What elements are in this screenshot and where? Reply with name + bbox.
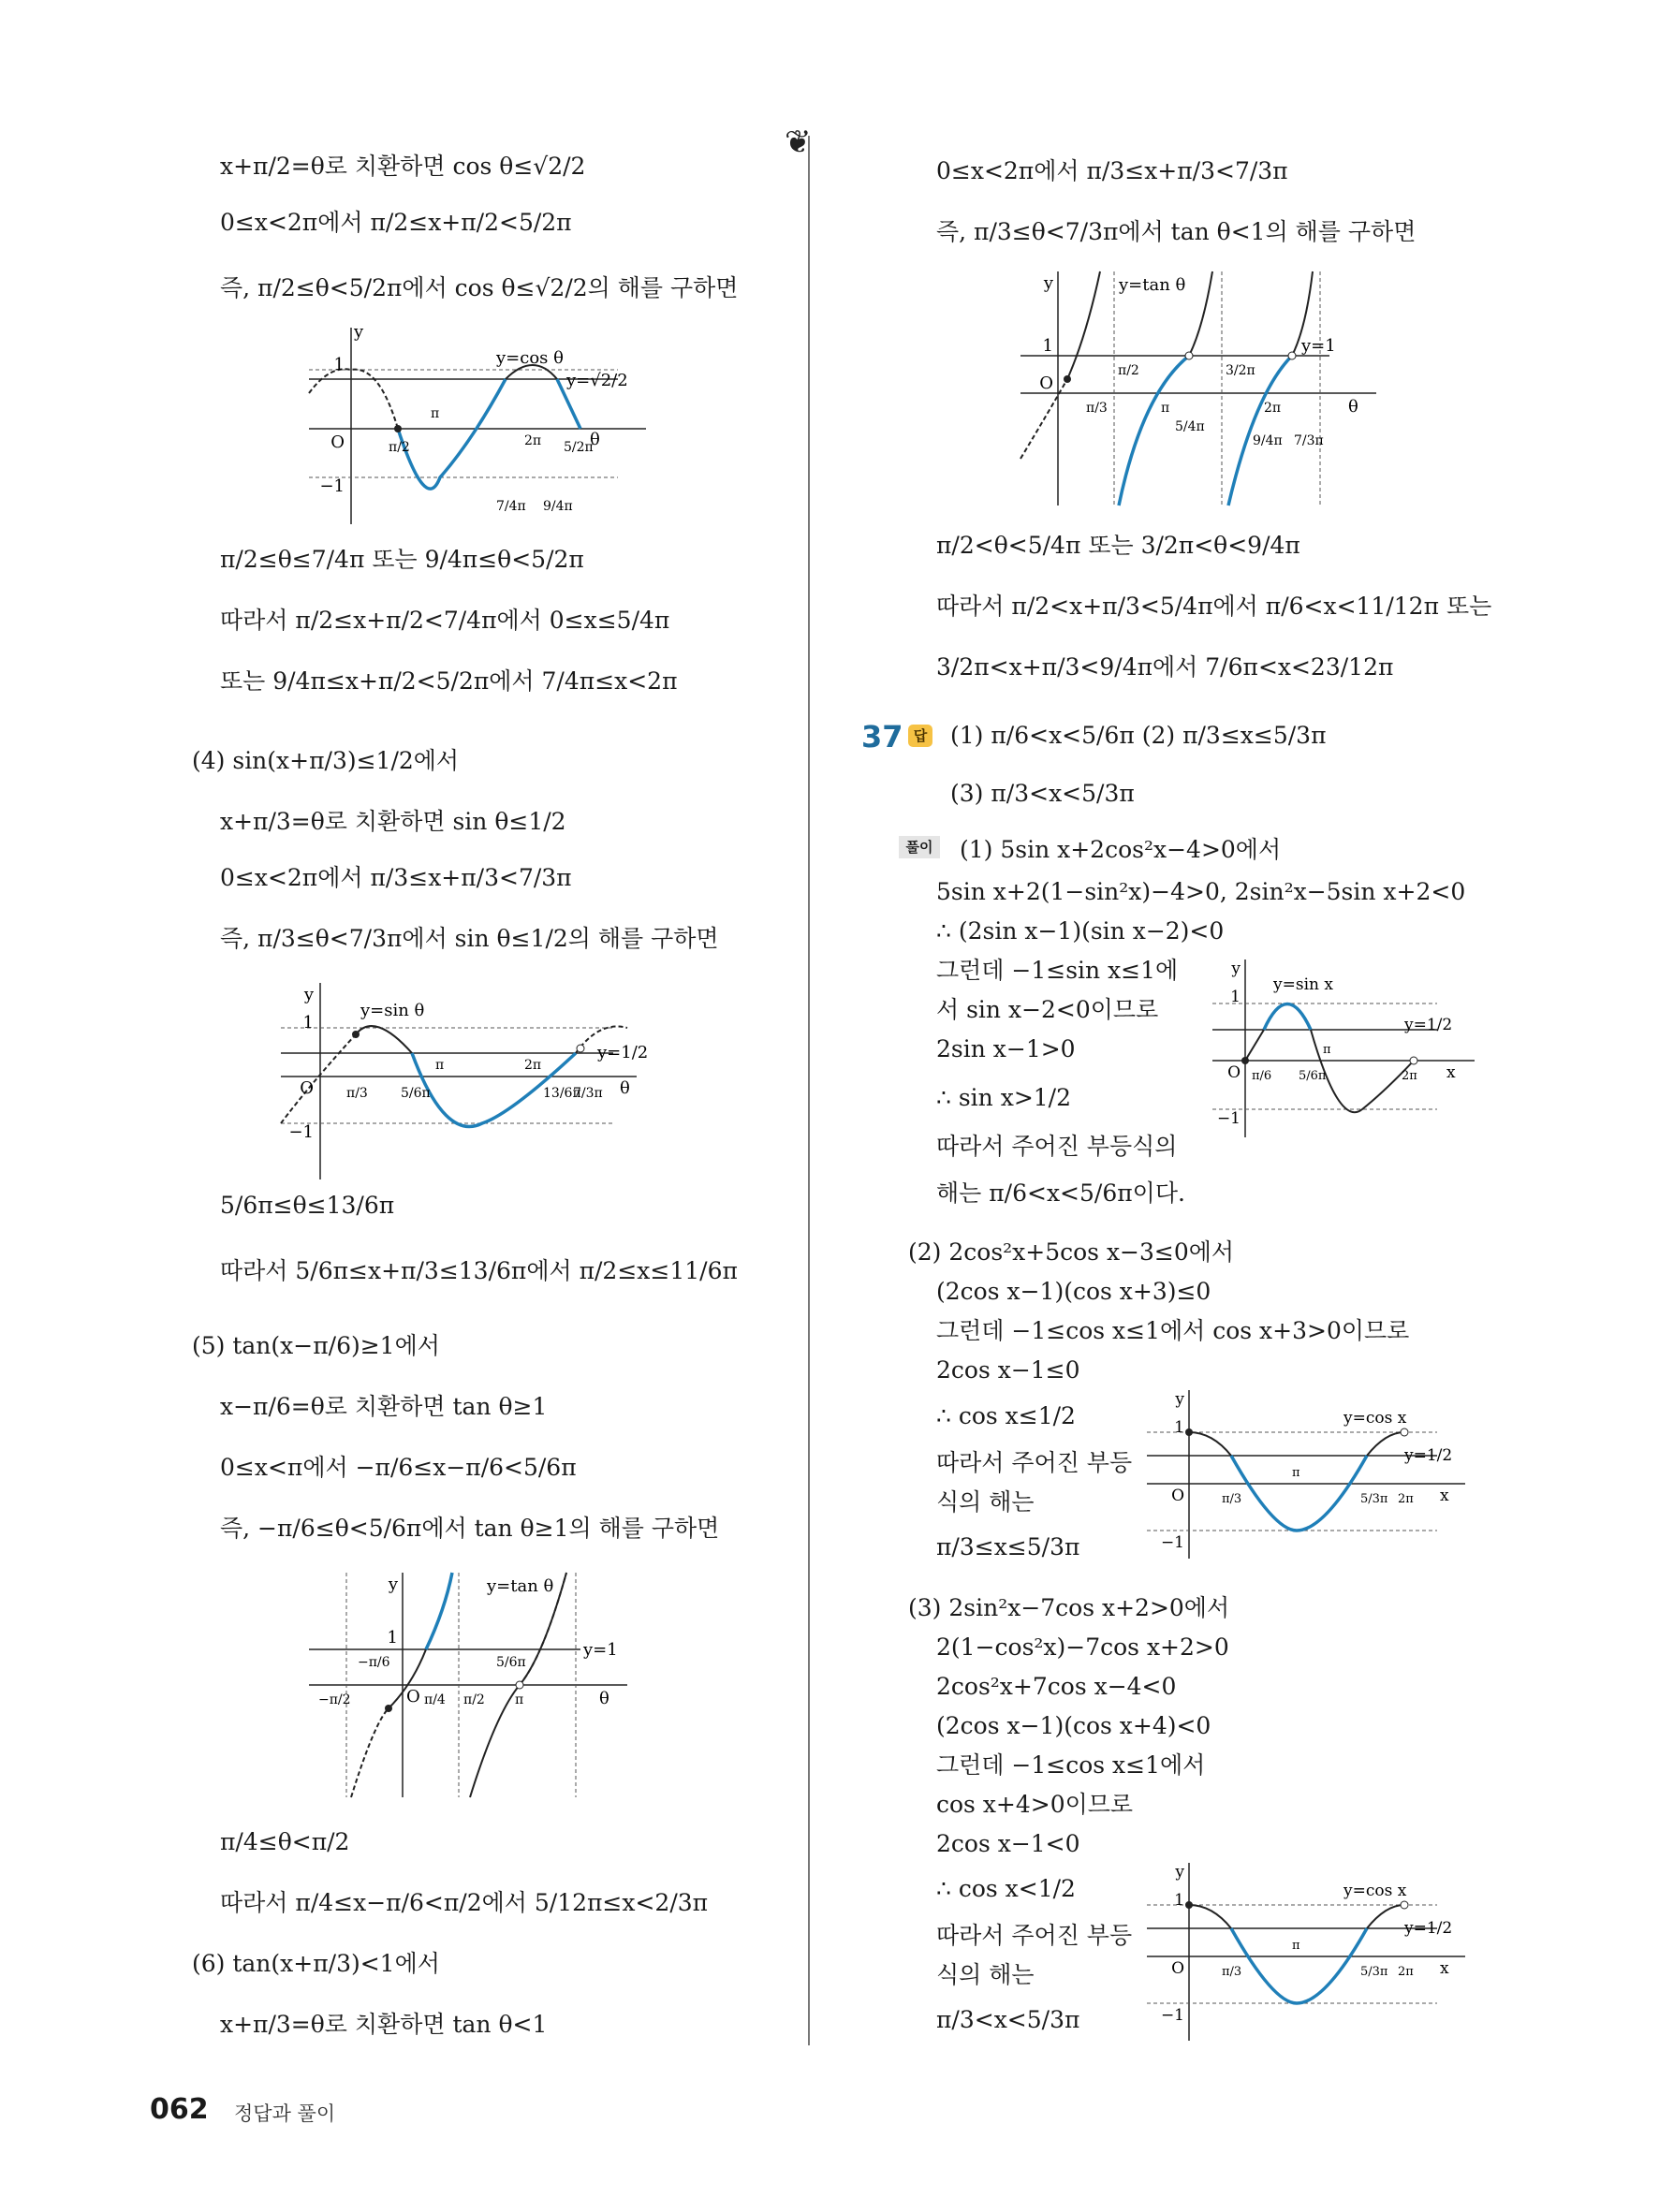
text-line: π/2≤θ≤7/4π 또는 9/4π≤θ<5/2π xyxy=(220,546,584,573)
text-line: 즉, π/3≤θ<7/3π에서 sin θ≤1/2의 해를 구하면 xyxy=(220,925,719,952)
tick-label: π/2 xyxy=(1118,363,1139,378)
graph-y-label: y xyxy=(388,1575,398,1594)
tick-label: π/3 xyxy=(1222,1492,1242,1506)
page-number: 062 xyxy=(150,2093,209,2126)
text-line: 0≤x<2π에서 π/2≤x+π/2<5/2π xyxy=(220,209,572,236)
tick-label: 5/6π xyxy=(496,1655,526,1670)
graph-func-label: y=sin x xyxy=(1273,975,1333,994)
graph-origin-label: O xyxy=(1171,1959,1184,1978)
graph-one-label: 1 xyxy=(333,355,345,374)
tick-label: π xyxy=(1323,1043,1331,1057)
text-line: x+π/2=θ로 치환하면 cos θ≤√2/2 xyxy=(220,153,586,180)
tick-label: 2π xyxy=(1402,1069,1417,1083)
graph-tan-left xyxy=(309,1573,627,1797)
text-line: (1) 5sin x+2cos²x−4>0에서 xyxy=(960,836,1282,863)
graph-one-label: 1 xyxy=(1042,336,1053,356)
tick-label: 5/2π xyxy=(564,440,594,455)
text-line: (2cos x−1)(cos x+3)≤0 xyxy=(936,1278,1211,1305)
tick-label: π/6 xyxy=(1252,1069,1272,1083)
text-line: 그런데 −1≤sin x≤1에 xyxy=(936,957,1179,984)
graph-axis-label: x xyxy=(1440,1487,1449,1505)
graph-cos-right-2 xyxy=(1147,1863,1465,2041)
graph-origin-label: O xyxy=(1039,374,1053,393)
text-line: 식의 해는 xyxy=(936,1961,1035,1988)
text-line: (2cos x−1)(cos x+4)<0 xyxy=(936,1712,1211,1739)
text-line: 즉, π/2≤θ<5/2π에서 cos θ≤√2/2의 해를 구하면 xyxy=(220,274,739,301)
graph-one-label: 1 xyxy=(387,1628,398,1648)
graph-y-label: y xyxy=(1043,273,1053,293)
tick-label: 13/6π xyxy=(543,1086,581,1101)
text-line: (3) 2sin²x−7cos x+2>0에서 xyxy=(908,1594,1230,1621)
ornament-icon: ❦ xyxy=(785,124,812,161)
tick-label: 9/4π xyxy=(543,499,573,514)
text-line: 그런데 −1≤cos x≤1에서 xyxy=(936,1751,1206,1779)
text-line: 따라서 주어진 부등 xyxy=(936,1922,1133,1949)
tick-label: π xyxy=(435,1058,445,1073)
text-line: 3/2π<x+π/3<9/4π에서 7/6π<x<23/12π xyxy=(936,653,1394,681)
text-line: x+π/3=θ로 치환하면 tan θ<1 xyxy=(220,2011,548,2038)
graph-one-label: 1 xyxy=(1230,988,1241,1006)
graph-sin-left xyxy=(281,983,649,1179)
text-line: 따라서 주어진 부등식의 xyxy=(936,1133,1178,1160)
answer-badge: 답 xyxy=(908,725,932,747)
text-line: 따라서 π/4≤x−π/6<π/2에서 5/12π≤x<2/3π xyxy=(220,1889,709,1916)
text-line: 식의 해는 xyxy=(936,1488,1035,1516)
text-line: 즉, −π/6≤θ<5/6π에서 tan θ≥1의 해를 구하면 xyxy=(220,1515,720,1542)
graph-level-label: y=√2/2 xyxy=(566,371,628,390)
tick-label: 7/4π xyxy=(496,499,526,514)
text-line: ∴ (2sin x−1)(sin x−2)<0 xyxy=(936,917,1225,945)
graph-tan-right xyxy=(1020,271,1376,505)
tick-label: 5/3π xyxy=(1360,1965,1388,1979)
graph-cos-left xyxy=(309,322,646,524)
text-line: (4) sin(x+π/3)≤1/2에서 xyxy=(192,747,460,774)
text-line: 0≤x<π에서 −π/6≤x−π/6<5/6π xyxy=(220,1454,577,1481)
graph-one-label: 1 xyxy=(1174,1418,1184,1437)
text-line: ∴ sin x>1/2 xyxy=(936,1084,1072,1111)
graph-origin-label: O xyxy=(300,1078,314,1098)
tick-label: 7/3π xyxy=(1294,433,1324,448)
tick-label: 2π xyxy=(524,1058,542,1073)
text-line: 따라서 주어진 부등 xyxy=(936,1449,1133,1476)
graph-y-label: y xyxy=(1175,1863,1184,1882)
graph-func-label: y=sin θ xyxy=(360,1001,425,1020)
tick-label: 9/4π xyxy=(1253,433,1283,448)
graph-func-label: y=tan θ xyxy=(487,1576,554,1596)
text-line: π/3<x<5/3π xyxy=(936,2006,1080,2033)
graph-axis-label: θ xyxy=(599,1689,609,1708)
tick-label: 5/3π xyxy=(1360,1492,1388,1506)
graph-level-label: y=1 xyxy=(1301,336,1336,356)
tick-label: π/3 xyxy=(1222,1965,1242,1979)
text-line: 2(1−cos²x)−7cos x+2>0 xyxy=(936,1633,1229,1661)
graph-axis-label: θ xyxy=(1348,397,1358,417)
text-line: 2cos x−1<0 xyxy=(936,1830,1080,1857)
text-line: 2cos x−1≤0 xyxy=(936,1356,1080,1384)
graph-cos-right-1 xyxy=(1147,1390,1465,1559)
graph-func-label: y=cos θ xyxy=(496,348,564,368)
text-line: (1) π/6<x<5/6π (2) π/3≤x≤5/3π xyxy=(950,722,1327,749)
graph-level-label: y=1 xyxy=(583,1640,618,1660)
text-line: (2) 2cos²x+5cos x−3≤0에서 xyxy=(908,1238,1235,1266)
graph-one-label: 1 xyxy=(302,1013,314,1033)
tick-label: π xyxy=(1292,1466,1300,1480)
tick-label: π xyxy=(1292,1939,1300,1953)
text-line: (5) tan(x−π/6)≥1에서 xyxy=(192,1332,440,1359)
text-line: 따라서 π/2<x+π/3<5/4π에서 π/6<x<11/12π 또는 xyxy=(936,593,1492,620)
text-line: 따라서 5/6π≤x+π/3≤13/6π에서 π/2≤x≤11/6π xyxy=(220,1257,738,1284)
graph-y-label: y xyxy=(303,985,314,1004)
tick-label: 2π xyxy=(524,433,542,448)
graph-origin-label: O xyxy=(330,432,345,452)
text-line: 0≤x<2π에서 π/3≤x+π/3<7/3π xyxy=(220,864,572,891)
graph-minus-one: −1 xyxy=(319,476,345,496)
text-line: (3) π/3<x<5/3π xyxy=(950,780,1135,807)
tick-label: π/2 xyxy=(463,1692,485,1707)
text-line: 2cos²x+7cos x−4<0 xyxy=(936,1673,1177,1700)
graph-func-label: y=cos x xyxy=(1343,1882,1407,1900)
text-line: 따라서 π/2≤x+π/2<7/4π에서 0≤x≤5/4π xyxy=(220,607,670,634)
tick-label: 3/2π xyxy=(1226,363,1255,378)
text-line: 2sin x−1>0 xyxy=(936,1035,1076,1062)
tick-label: −π/6 xyxy=(358,1655,390,1670)
text-line: 또는 9/4π≤x+π/2<5/2π에서 7/4π≤x<2π xyxy=(220,667,678,695)
tick-label: π/3 xyxy=(346,1086,368,1101)
tick-label: π xyxy=(431,406,440,421)
graph-minus-one: −1 xyxy=(1216,1109,1241,1128)
text-line: ∴ cos x<1/2 xyxy=(936,1875,1076,1902)
text-line: (6) tan(x+π/3)<1에서 xyxy=(192,1950,440,1977)
text-line: 5/6π≤θ≤13/6π xyxy=(220,1192,395,1219)
text-line: x+π/3=θ로 치환하면 sin θ≤1/2 xyxy=(220,808,566,835)
graph-level-label: y=1/2 xyxy=(1404,1016,1453,1034)
graph-axis-label: θ xyxy=(620,1078,630,1098)
text-line: cos x+4>0이므로 xyxy=(936,1791,1134,1818)
graph-y-label: y xyxy=(1231,960,1241,978)
text-line: 해는 π/6<x<5/6π이다. xyxy=(936,1179,1185,1207)
tick-label: 7/3π xyxy=(573,1086,603,1101)
graph-level-label: y=1/2 xyxy=(1404,1446,1453,1465)
column-divider xyxy=(808,136,810,2045)
tick-label: 5/6π xyxy=(401,1086,431,1101)
text-line: 5sin x+2(1−sin²x)−4>0, 2sin²x−5sin x+2<0 xyxy=(936,878,1466,905)
tick-label: π/2 xyxy=(389,440,410,455)
tick-label: 2π xyxy=(1398,1492,1414,1506)
question-number: 37 xyxy=(861,719,903,754)
graph-axis-label: x xyxy=(1446,1063,1456,1082)
solution-badge: 풀이 xyxy=(899,836,940,858)
graph-minus-one: −1 xyxy=(288,1122,314,1142)
graph-axis-label: x xyxy=(1440,1959,1449,1978)
text-line: π/2<θ<5/4π 또는 3/2π<θ<9/4π xyxy=(936,532,1300,559)
text-line: ∴ cos x≤1/2 xyxy=(936,1402,1076,1429)
tick-label: π xyxy=(1161,401,1170,416)
footer-title: 정답과 풀이 xyxy=(234,2102,336,2125)
tick-label: π xyxy=(515,1692,524,1707)
graph-origin-label: O xyxy=(1171,1487,1184,1505)
tick-label: −π/2 xyxy=(318,1692,351,1707)
tick-label: 2π xyxy=(1264,401,1282,416)
graph-origin-label: O xyxy=(1227,1063,1241,1082)
text-line: 그런데 −1≤cos x≤1에서 cos x+3>0이므로 xyxy=(936,1317,1410,1344)
tick-label: 5/6π xyxy=(1299,1069,1327,1083)
tick-label: 5/4π xyxy=(1175,419,1205,434)
tick-label: π/3 xyxy=(1086,401,1108,416)
graph-y-label: y xyxy=(354,322,364,342)
graph-level-label: y=1/2 xyxy=(597,1043,649,1062)
graph-func-label: y=tan θ xyxy=(1119,275,1186,295)
tick-label: π/4 xyxy=(424,1692,446,1707)
text-line: π/4≤θ<π/2 xyxy=(220,1828,350,1855)
graph-y-label: y xyxy=(1175,1390,1184,1409)
text-line: π/3≤x≤5/3π xyxy=(936,1533,1080,1560)
text-line: 즉, π/3≤θ<7/3π에서 tan θ<1의 해를 구하면 xyxy=(936,218,1417,245)
graph-func-label: y=cos x xyxy=(1343,1409,1407,1428)
text-line: 0≤x<2π에서 π/3≤x+π/3<7/3π xyxy=(936,157,1288,184)
graph-axis-label: θ xyxy=(590,430,600,449)
text-line: x−π/6=θ로 치환하면 tan θ≥1 xyxy=(220,1393,548,1420)
graph-sin-right xyxy=(1212,960,1475,1137)
graph-minus-one: −1 xyxy=(1160,1533,1184,1552)
graph-level-label: y=1/2 xyxy=(1404,1919,1453,1938)
graph-one-label: 1 xyxy=(1174,1891,1184,1910)
text-line: 서 sin x−2<0이므로 xyxy=(936,996,1159,1023)
graph-minus-one: −1 xyxy=(1160,2006,1184,2025)
graph-origin-label: O xyxy=(406,1687,420,1707)
tick-label: 2π xyxy=(1398,1965,1414,1979)
